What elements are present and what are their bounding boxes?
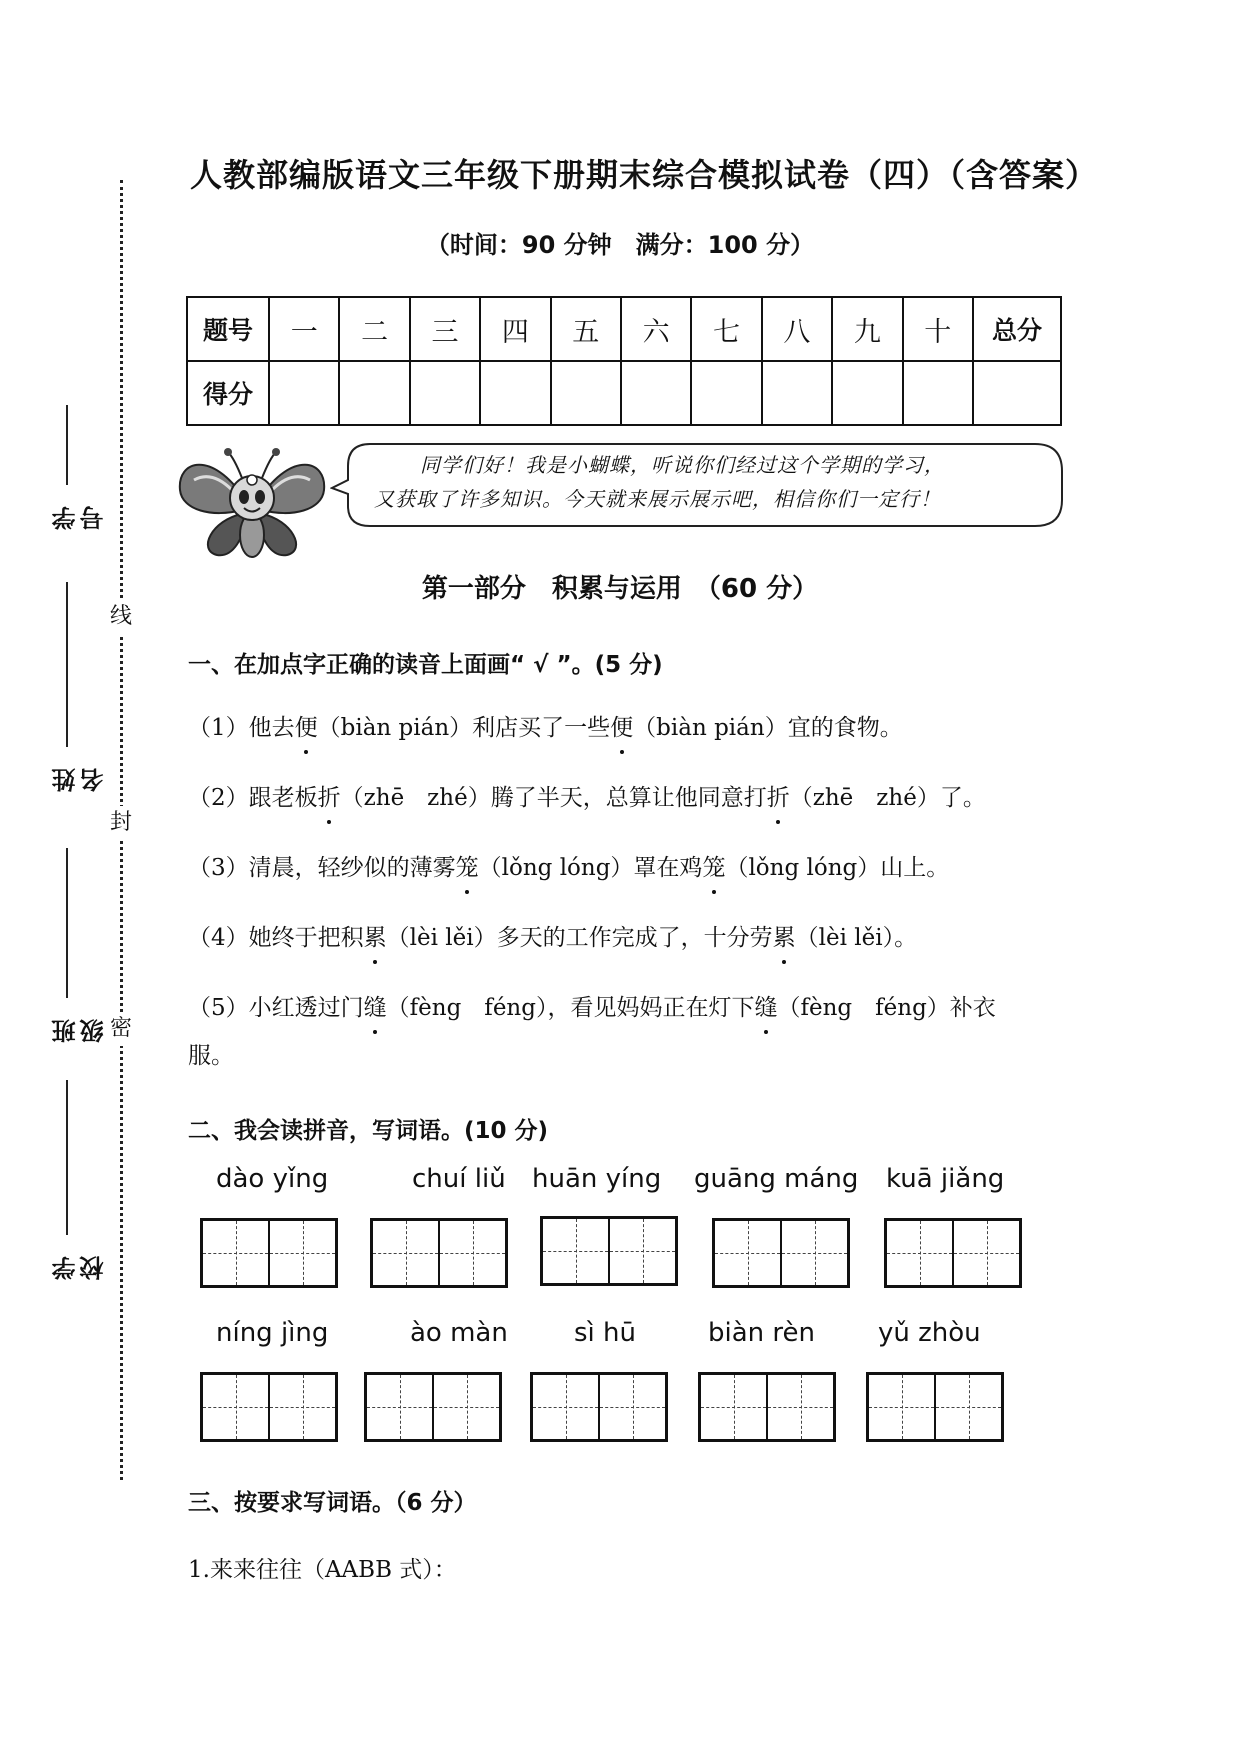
score-col-2: 二 [339, 297, 409, 361]
score-cell[interactable] [269, 361, 339, 425]
pinyin-1-5: kuā jiǎng [886, 1164, 1005, 1194]
name-label: 姓名 [51, 768, 108, 792]
q1-1-dotted-char-a: 便 [295, 709, 318, 747]
pinyin-2-1: níng jìng [216, 1318, 329, 1348]
q1-5-dotted-char-b: 缝 [754, 989, 777, 1027]
q1-3-dotted-char-a: 笼 [456, 849, 479, 887]
pinyin-1-2: chuí liǔ [412, 1164, 506, 1194]
q1-4-dotted-char-a: 累 [364, 919, 387, 957]
student-id-label: 学号 [51, 506, 108, 530]
score-col-7: 七 [691, 297, 761, 361]
q1-1-text-a: （1）他去 [188, 715, 295, 741]
section-three-title: 三、按要求写词语。（6 分） [188, 1490, 477, 1516]
school-label: 学校 [51, 1256, 108, 1280]
section-two-title: 二、我会读拼音，写词语。(10 分) [188, 1118, 549, 1144]
q1-5-text-a: （5）小红透过门 [188, 995, 364, 1021]
score-col-8: 八 [762, 297, 832, 361]
q1-4-dotted-char-b: 累 [773, 919, 796, 957]
score-col-3: 三 [410, 297, 480, 361]
q1-4-text-b: （lèi lěi）多天的工作完成了，十分劳 [386, 925, 773, 951]
q1-2-dotted-char-b: 折 [767, 779, 790, 817]
score-col-1: 一 [269, 297, 339, 361]
q1-4-text-c: （lèi lěi）。 [795, 925, 918, 951]
writing-grid-1-1[interactable] [200, 1218, 338, 1288]
q1-2-text-b: （zhē zhé）腾了半天，总算让他同意打 [340, 785, 767, 811]
q1-5-text-c: （fèng féng）补衣 [777, 995, 996, 1021]
student-id-field[interactable] [51, 405, 108, 530]
question-1-5 [188, 989, 1068, 1027]
pinyin-2-4: biàn rèn [708, 1318, 815, 1348]
pinyin-2-2: ào màn [410, 1318, 508, 1348]
score-cell[interactable] [691, 361, 761, 425]
score-cell[interactable] [480, 361, 550, 425]
question-1-4 [188, 919, 1068, 957]
question-3-1: 1.来来往往（AABB 式）： [188, 1557, 457, 1583]
writing-grid-1-5[interactable] [884, 1218, 1022, 1288]
page-title: 人教部编版语文三年级下册期末综合模拟试卷（四）（含答案） [190, 156, 1099, 194]
score-col-total: 总分 [973, 297, 1061, 361]
writing-grid-2-2[interactable] [364, 1372, 502, 1442]
q1-3-text-b: （lǒng lóng）罩在鸡 [478, 855, 703, 881]
score-value-row [187, 361, 1061, 425]
q1-1-text-c: （biàn pián）宜的食物。 [633, 715, 903, 741]
part-one-title: 第一部分 积累与运用 （60 分） [421, 574, 819, 604]
binding-mark-mi: 密 [104, 1012, 138, 1046]
q1-1-text-b: （biàn pián）利店买了一些 [317, 715, 611, 741]
score-label: 得分 [187, 361, 269, 425]
writing-grid-2-1[interactable] [200, 1372, 338, 1442]
score-col-10: 十 [903, 297, 973, 361]
q1-5-text-b: （fèng féng），看见妈妈正在灯下 [386, 995, 755, 1021]
score-col-5: 五 [551, 297, 621, 361]
butterfly-mascot-icon [172, 440, 332, 565]
pinyin-2-5: yǔ zhòu [878, 1318, 981, 1348]
score-col-9: 九 [832, 297, 902, 361]
score-cell[interactable] [832, 361, 902, 425]
pinyin-1-4: guāng máng [694, 1164, 859, 1194]
score-col-4: 四 [480, 297, 550, 361]
q1-3-text-c: （lǒng lóng）山上。 [725, 855, 950, 881]
q1-4-text-a: （4）她终于把积 [188, 925, 364, 951]
class-field[interactable] [51, 848, 108, 1043]
q1-3-dotted-char-b: 笼 [702, 849, 725, 887]
writing-grid-2-5[interactable] [866, 1372, 1004, 1442]
binding-mark-feng: 封 [104, 806, 138, 840]
writing-grid-1-2[interactable] [370, 1218, 508, 1288]
name-field[interactable] [51, 582, 108, 792]
score-col-6: 六 [621, 297, 691, 361]
score-table [186, 296, 1062, 426]
writing-grid-1-3[interactable] [540, 1216, 678, 1286]
score-cell[interactable] [762, 361, 832, 425]
question-1-3 [188, 849, 1068, 887]
pinyin-1-1: dào yǐng [216, 1164, 329, 1194]
writing-grid-2-4[interactable] [698, 1372, 836, 1442]
writing-grid-1-4[interactable] [712, 1218, 850, 1288]
q1-2-dotted-char-a: 折 [318, 779, 341, 817]
question-1-5-continued: 服。 [188, 1043, 234, 1069]
writing-grid-2-3[interactable] [530, 1372, 668, 1442]
class-label: 班级 [51, 1019, 108, 1043]
question-1-2 [188, 779, 1068, 817]
score-cell[interactable] [551, 361, 621, 425]
question-1-1 [188, 709, 1068, 747]
question-number-label: 题号 [187, 297, 269, 361]
score-cell[interactable] [621, 361, 691, 425]
q1-2-text-a: （2）跟老板 [188, 785, 318, 811]
pinyin-1-3: huān yíng [532, 1164, 662, 1194]
exam-subtitle: （时间：90 分钟 满分：100 分） [425, 231, 815, 259]
pinyin-2-3: sì hū [574, 1318, 636, 1348]
q1-3-text-a: （3）清晨，轻纱似的薄雾 [188, 855, 456, 881]
score-cell[interactable] [339, 361, 409, 425]
section-one-title: 一、在加点字正确的读音上面画“ √ ”。(5 分) [188, 652, 663, 678]
score-cell[interactable] [973, 361, 1061, 425]
binding-mark-xian: 线 [104, 600, 138, 634]
score-header-row [187, 297, 1061, 361]
score-cell[interactable] [410, 361, 480, 425]
greeting-line-1: 同学们好！我是小蝴蝶，听说你们经过这个学期的学习， [420, 453, 945, 477]
score-cell[interactable] [903, 361, 973, 425]
school-field[interactable] [51, 1080, 108, 1280]
q1-2-text-c: （zhē zhé）了。 [789, 785, 986, 811]
greeting-line-2: 又获取了许多知识。今天就来展示展示吧，相信你们一定行！ [374, 487, 941, 511]
q1-1-dotted-char-b: 便 [610, 709, 633, 747]
q1-5-dotted-char-a: 缝 [364, 989, 387, 1027]
